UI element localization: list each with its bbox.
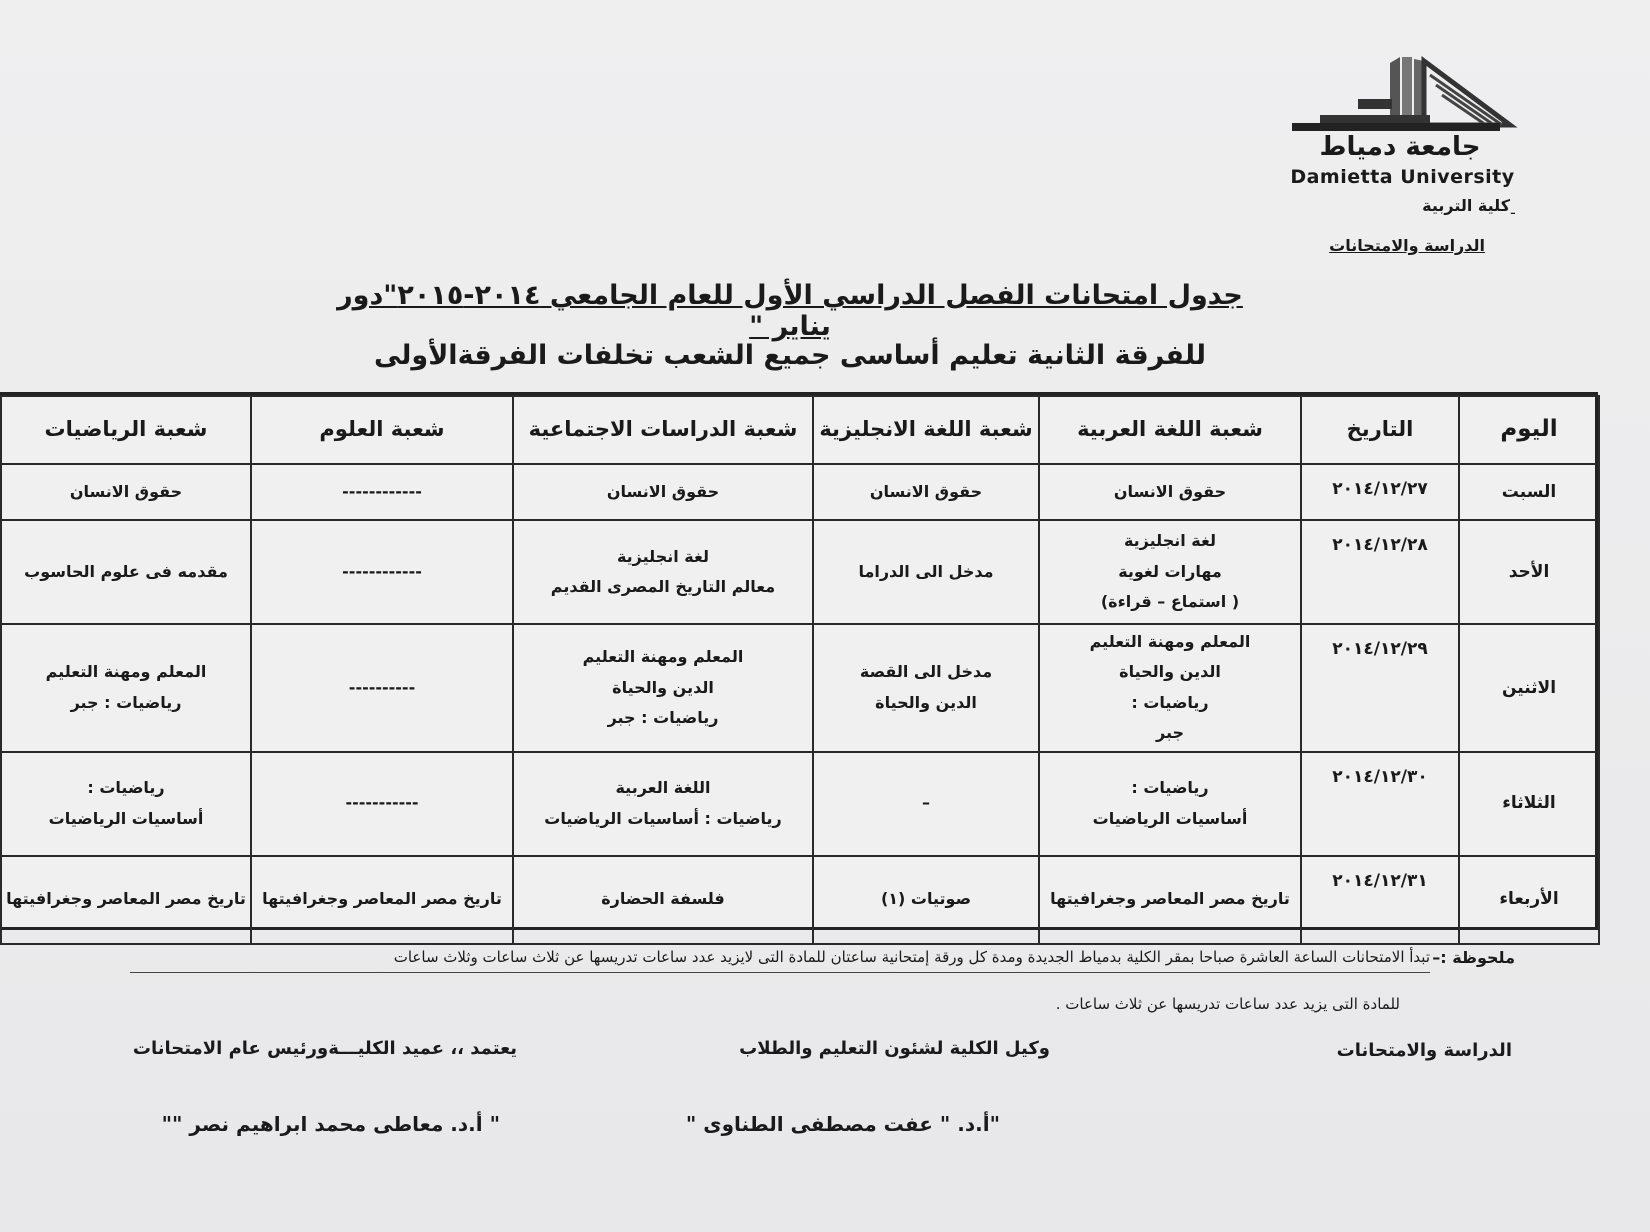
signature-exams-dept: الدراسة والامتحانات xyxy=(1336,1040,1512,1061)
signature-dean-title: يعتمد ،، عميد الكليـــةورئيس عام الامتحانات xyxy=(132,1038,517,1059)
cell-social xyxy=(513,856,813,944)
cell-line: مقدمه فى علوم الحاسوب xyxy=(24,561,228,581)
cell-date: ٢٠١٤/١٢/٣٠ xyxy=(1301,752,1459,856)
schedule-subtitle: للفرقة الثانية تعليم أساسى جميع الشعب تخلفات الفرقةالأولى xyxy=(373,340,1207,371)
cell-day: الأربعاء xyxy=(1459,856,1599,944)
cell-line: لغة انجليزية xyxy=(616,546,710,566)
cell-line: حقوق الانسان xyxy=(606,481,720,501)
cell-science xyxy=(251,624,513,752)
cell-line: ---------- xyxy=(348,677,416,697)
cell-english xyxy=(813,752,1039,856)
cell-line: المعلم ومهنة التعليم xyxy=(1089,632,1251,651)
table-row xyxy=(1,624,1599,752)
cell-english xyxy=(813,856,1039,944)
faculty-name: كلية التربية xyxy=(1422,196,1510,215)
cell-line: الدين والحياة xyxy=(875,692,977,712)
cell-line: رياضيات : جبر xyxy=(607,707,719,727)
header-science: شعبة العلوم xyxy=(251,396,513,464)
cell-line: – xyxy=(922,793,930,813)
cell-line: فلسفة الحضارة xyxy=(601,889,725,909)
cell-science xyxy=(251,464,513,520)
cell-math xyxy=(1,624,251,752)
cell-science xyxy=(251,752,513,856)
signature-vice-dean-name: "أ.د. " عفت مصطفى الطناوى " xyxy=(685,1112,1000,1136)
cell-line: جبر xyxy=(1155,723,1184,743)
cell-line: رياضيات : جبر xyxy=(70,692,182,712)
cell-line: اللغة العربية xyxy=(615,778,711,798)
exam-table xyxy=(0,392,1598,930)
cell-social xyxy=(513,520,813,624)
cell-line: رياضيات : xyxy=(87,778,165,798)
schedule-title: جدول امتحانات الفصل الدراسي الأول للعام الجامعي ٢٠١٤-٢٠١٥"دور يناير " xyxy=(337,280,1243,342)
cell-math xyxy=(1,752,251,856)
cell-line: رياضيات : أساسيات الرياضيات xyxy=(544,808,782,828)
header-day: اليوم xyxy=(1459,396,1599,464)
header-arabic: شعبة اللغة العربية xyxy=(1039,396,1301,464)
cell-line: لغة انجليزية xyxy=(1123,531,1217,551)
cell-math xyxy=(1,464,251,520)
faculty-dash: - xyxy=(1510,203,1516,222)
cell-arabic xyxy=(1039,520,1301,624)
cell-math xyxy=(1,856,251,944)
note-text-continued: للمادة التى يزيد عدد ساعات تدريسها عن ثلاث ساعات . xyxy=(1055,995,1400,1013)
signature-vice-dean-title: وكيل الكلية لشئون التعليم والطلاب xyxy=(739,1038,1050,1059)
cell-line: الدين والحياة xyxy=(612,677,714,697)
cell-date: ٢٠١٤/١٢/٣١ xyxy=(1301,856,1459,944)
cell-line: معالم التاريخ المصرى القديم xyxy=(550,577,776,596)
cell-arabic xyxy=(1039,752,1301,856)
cell-line: تاريخ مصر المعاصر وجغرافيتها xyxy=(1050,889,1290,909)
cell-science xyxy=(251,520,513,624)
cell-line: رياضيات : xyxy=(1131,778,1209,798)
cell-line: مدخل الى القصة xyxy=(859,662,993,682)
cell-line: تاريخ مصر المعاصر وجغرافيتها xyxy=(262,889,502,909)
table-header-row xyxy=(1,396,1599,464)
table-row xyxy=(1,856,1599,944)
header-social: شعبة الدراسات الاجتماعية xyxy=(513,396,813,464)
logo-english-name: Damietta University xyxy=(1290,166,1515,188)
cell-date: ٢٠١٤/١٢/٢٨ xyxy=(1301,520,1459,624)
cell-line: مهارات لغوية xyxy=(1118,561,1222,581)
cell-english xyxy=(813,624,1039,752)
note-text: تبدأ الامتحانات الساعة العاشرة صباحا بمقر الكلية بدمياط الجديدة ومدة كل ورقة إمتحانية ساعتان للمادة التى لايزيد عدد ساعات تدريسها عن ثلاث ساعات وثلاث ساعات xyxy=(130,948,1430,973)
cell-line: أساسيات الرياضيات xyxy=(48,808,204,828)
table-row xyxy=(1,464,1599,520)
table-row xyxy=(1,520,1599,624)
cell-english xyxy=(813,464,1039,520)
cell-day: الأحد xyxy=(1459,520,1599,624)
cell-english xyxy=(813,520,1039,624)
header-date: التاريخ xyxy=(1301,396,1459,464)
cell-day: السبت xyxy=(1459,464,1599,520)
cell-line: ------------ xyxy=(342,561,422,581)
department-name: الدراسة والامتحانات xyxy=(1329,236,1485,255)
cell-math xyxy=(1,520,251,624)
note-label: ملحوظة :– xyxy=(1432,948,1515,967)
cell-line: الدين والحياة xyxy=(1119,662,1221,682)
cell-line: حقوق الانسان xyxy=(1113,481,1227,501)
cell-line: المعلم ومهنة التعليم xyxy=(582,647,744,667)
cell-line: ----------- xyxy=(345,793,419,813)
header-english: شعبة اللغة الانجليزية xyxy=(813,396,1039,464)
cell-arabic xyxy=(1039,464,1301,520)
cell-science xyxy=(251,856,513,944)
cell-line: حقوق الانسان xyxy=(69,481,183,501)
cell-line: تاريخ مصر المعاصر وجغرافيتها xyxy=(6,889,246,909)
cell-arabic xyxy=(1039,856,1301,944)
cell-line: صوتيات (١) xyxy=(880,889,972,909)
cell-line: ( استماع – قراءة) xyxy=(1100,592,1240,612)
cell-line: حقوق الانسان xyxy=(869,481,983,501)
header-math: شعبة الرياضيات xyxy=(1,396,251,464)
cell-date: ٢٠١٤/١٢/٢٧ xyxy=(1301,464,1459,520)
cell-social xyxy=(513,464,813,520)
cell-line: مدخل الى الدراما xyxy=(858,561,994,581)
signature-dean-name: " أ.د. معاطى محمد ابراهيم نصر "" xyxy=(161,1112,500,1136)
cell-arabic xyxy=(1039,624,1301,752)
cell-line: أساسيات الرياضيات xyxy=(1092,808,1248,828)
cell-social xyxy=(513,752,813,856)
cell-day: الثلاثاء xyxy=(1459,752,1599,856)
cell-date: ٢٠١٤/١٢/٢٩ xyxy=(1301,624,1459,752)
cell-line: رياضيات : xyxy=(1131,692,1209,712)
logo-arabic-name: جامعة دمياط xyxy=(1319,132,1481,162)
cell-line: ------------ xyxy=(342,481,422,501)
cell-line: المعلم ومهنة التعليم xyxy=(45,662,207,682)
cell-day: الاثنين xyxy=(1459,624,1599,752)
cell-social xyxy=(513,624,813,752)
table-row xyxy=(1,752,1599,856)
